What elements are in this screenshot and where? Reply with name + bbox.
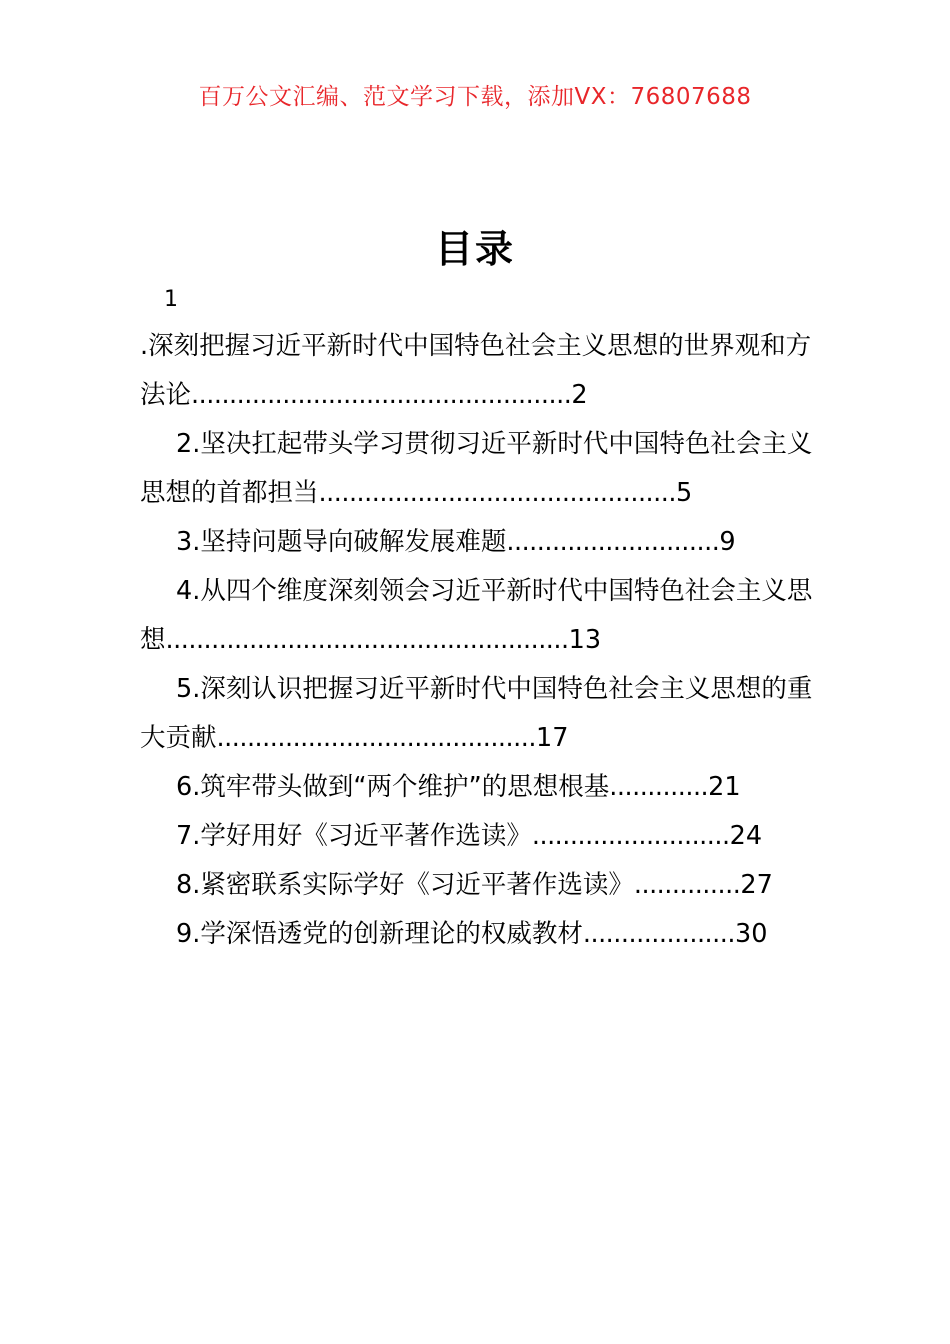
toc-entry-title: 从四个维度深刻领会习近平新时代中国特色社会主义思想 [140, 576, 813, 655]
toc-leader: ............. [609, 772, 709, 802]
toc-entry[interactable] [140, 518, 820, 567]
toc-leader: .................................................. [191, 380, 572, 410]
toc-page-number: 24 [729, 821, 763, 851]
toc-entry-number: 4. [176, 576, 201, 606]
toc-entry[interactable] [140, 763, 820, 812]
toc-page-number: 27 [740, 870, 773, 900]
toc-entry-title: .深刻把握习近平新时代中国特色社会主义思想的世界观和方法论 [140, 331, 812, 410]
toc-entry-title: 学好用好《习近平著作选读》 [200, 821, 532, 851]
toc-leader: .............. [633, 870, 741, 900]
toc-entry-number: 7. [176, 821, 201, 851]
toc-entry-title: 坚决扛起带头学习贯彻习近平新时代中国特色社会主义思想的首都担当 [140, 429, 813, 508]
toc-leader: .......................................... [216, 723, 536, 753]
toc-entry-title: 学深悟透党的创新理论的权威教材 [200, 919, 583, 949]
toc-entry-title: 深刻认识把握习近平新时代中国特色社会主义思想的重大贡献 [140, 674, 813, 753]
toc-page-number: 2 [571, 380, 588, 410]
toc-leader: .......................... [531, 821, 730, 851]
toc-entry-number: 8. [176, 870, 201, 900]
toc-entry-title: 紧密联系实际学好《习近平著作选读》 [200, 870, 634, 900]
toc-entry-title: 坚持问题导向破解发展难题 [200, 527, 507, 557]
toc-entry-number: 6. [176, 772, 201, 802]
toc-entry[interactable] [140, 420, 820, 518]
toc-entry[interactable] [140, 861, 820, 910]
toc-leader: ............................ [506, 527, 720, 557]
toc-page-number: 5 [675, 478, 693, 508]
toc-page-number: 9 [719, 527, 736, 557]
toc-entry-number: 9. [176, 919, 201, 949]
toc-entry[interactable] [140, 665, 820, 763]
toc-leader: ............................................... [318, 478, 676, 508]
toc-entry[interactable] [140, 567, 820, 665]
toc-entry[interactable] [140, 278, 820, 420]
toc-entry-number: 2. [176, 429, 201, 459]
toc-entry-title: 筑牢带头做到“两个维护”的思想根基 [200, 772, 610, 802]
toc-entry-number: 3. [176, 527, 201, 557]
toc-entry-number: 5. [176, 674, 201, 704]
toc-page-number: 30 [734, 919, 768, 949]
toc-entry[interactable] [140, 910, 820, 959]
toc-leader: ..................................................... [165, 625, 569, 655]
toc-page-number: 21 [708, 772, 741, 802]
page-title: 目录 [434, 227, 515, 271]
toc-entry-number: 1 [164, 287, 178, 312]
toc-page-number: 17 [535, 723, 569, 753]
toc-leader: .................... [582, 919, 735, 949]
toc-entry[interactable] [140, 812, 820, 861]
watermark-text: 百万公文汇编、范文学习下载，添加VX：76807688 [198, 84, 752, 110]
table-of-contents [140, 278, 820, 959]
toc-page-number: 13 [568, 625, 602, 655]
